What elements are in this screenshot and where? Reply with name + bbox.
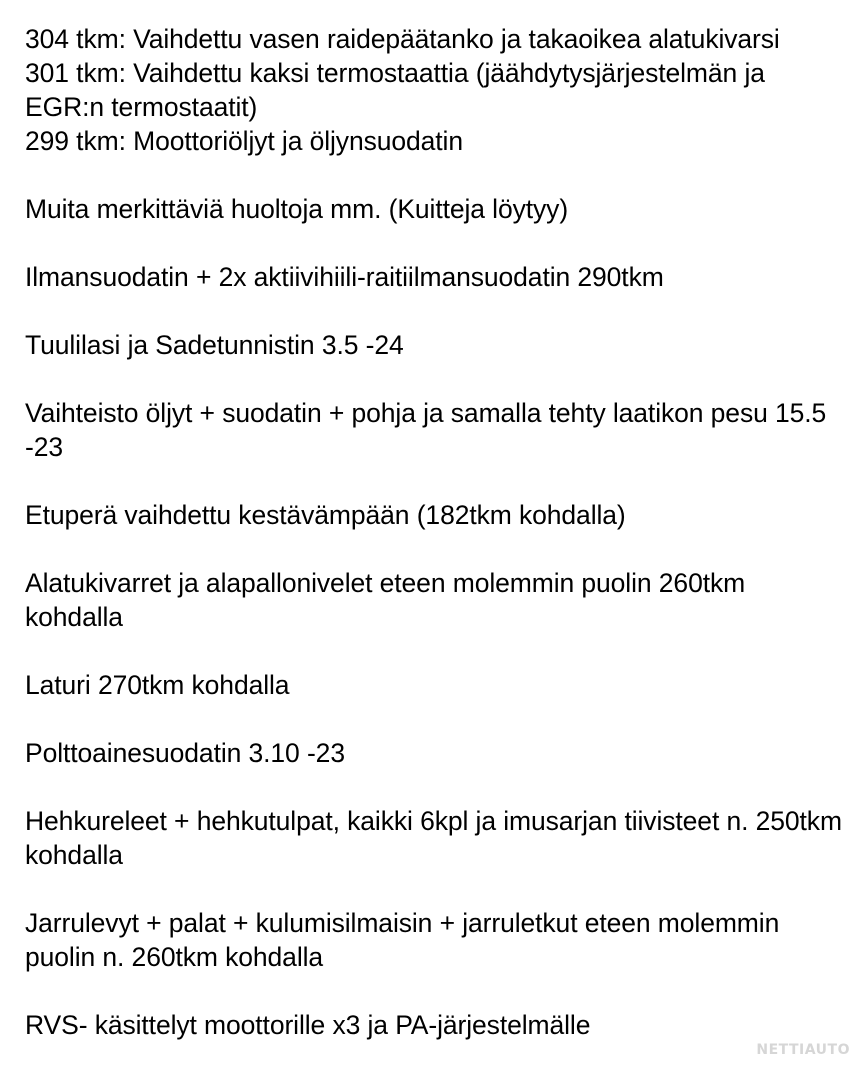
note-blank-line — [25, 872, 845, 906]
note-blank-line — [25, 294, 845, 328]
note-line: 299 tkm: Moottoriöljyt ja öljynsuodatin — [25, 126, 463, 156]
note-blank-line — [25, 158, 845, 192]
note-blank-line — [25, 362, 845, 396]
note-line: 301 tkm: Vaihdettu kaksi termostaattia (jäähdytysjärjestelmän ja EGR:n termostaatit) — [25, 58, 765, 122]
nettiauto-watermark: NETTIAUTO — [756, 1042, 850, 1058]
note-blank-line — [25, 702, 845, 736]
note-line: Ilmansuodatin + 2x aktiivihiili-raitiilmansuodatin 290tkm — [25, 262, 664, 292]
note-blank-line — [25, 226, 845, 260]
note-blank-line — [25, 974, 845, 1008]
note-line: Etuperä vaihdettu kestävämpään (182tkm kohdalla) — [25, 500, 626, 530]
note-blank-line — [25, 770, 845, 804]
note-line: Vaihteisto öljyt + suodatin + pohja ja samalla tehty laatikon pesu 15.5 -23 — [25, 398, 827, 462]
note-line: 304 tkm: Vaihdettu vasen raidepäätanko ja takaoikea alatukivarsi — [25, 24, 780, 54]
note-line: Alatukivarret ja alapallonivelet eteen molemmin puolin 260tkm kohdalla — [25, 568, 746, 632]
note-line: Muita merkittäviä huoltoja mm. (Kuitteja löytyy) — [25, 194, 569, 224]
note-blank-line — [25, 634, 845, 668]
note-line: Polttoainesuodatin 3.10 -23 — [25, 738, 345, 768]
note-line: RVS- käsittelyt moottorille x3 ja PA-järjestelmälle — [25, 1010, 591, 1040]
note-blank-line — [25, 464, 845, 498]
note-line: Jarrulevyt + palat + kulumisilmaisin + jarruletkut eteen molemmin puolin n. 260tkm kohdalla — [25, 908, 780, 972]
note-line: Tuulilasi ja Sadetunnistin 3.5 -24 — [25, 330, 404, 360]
note-line: Hehkureleet + hehkutulpat, kaikki 6kpl ja imusarjan tiivisteet n. 250tkm kohdalla — [25, 806, 842, 870]
note-blank-line — [25, 532, 845, 566]
note-line: Laturi 270tkm kohdalla — [25, 670, 290, 700]
service-note-text — [25, 22, 845, 1042]
